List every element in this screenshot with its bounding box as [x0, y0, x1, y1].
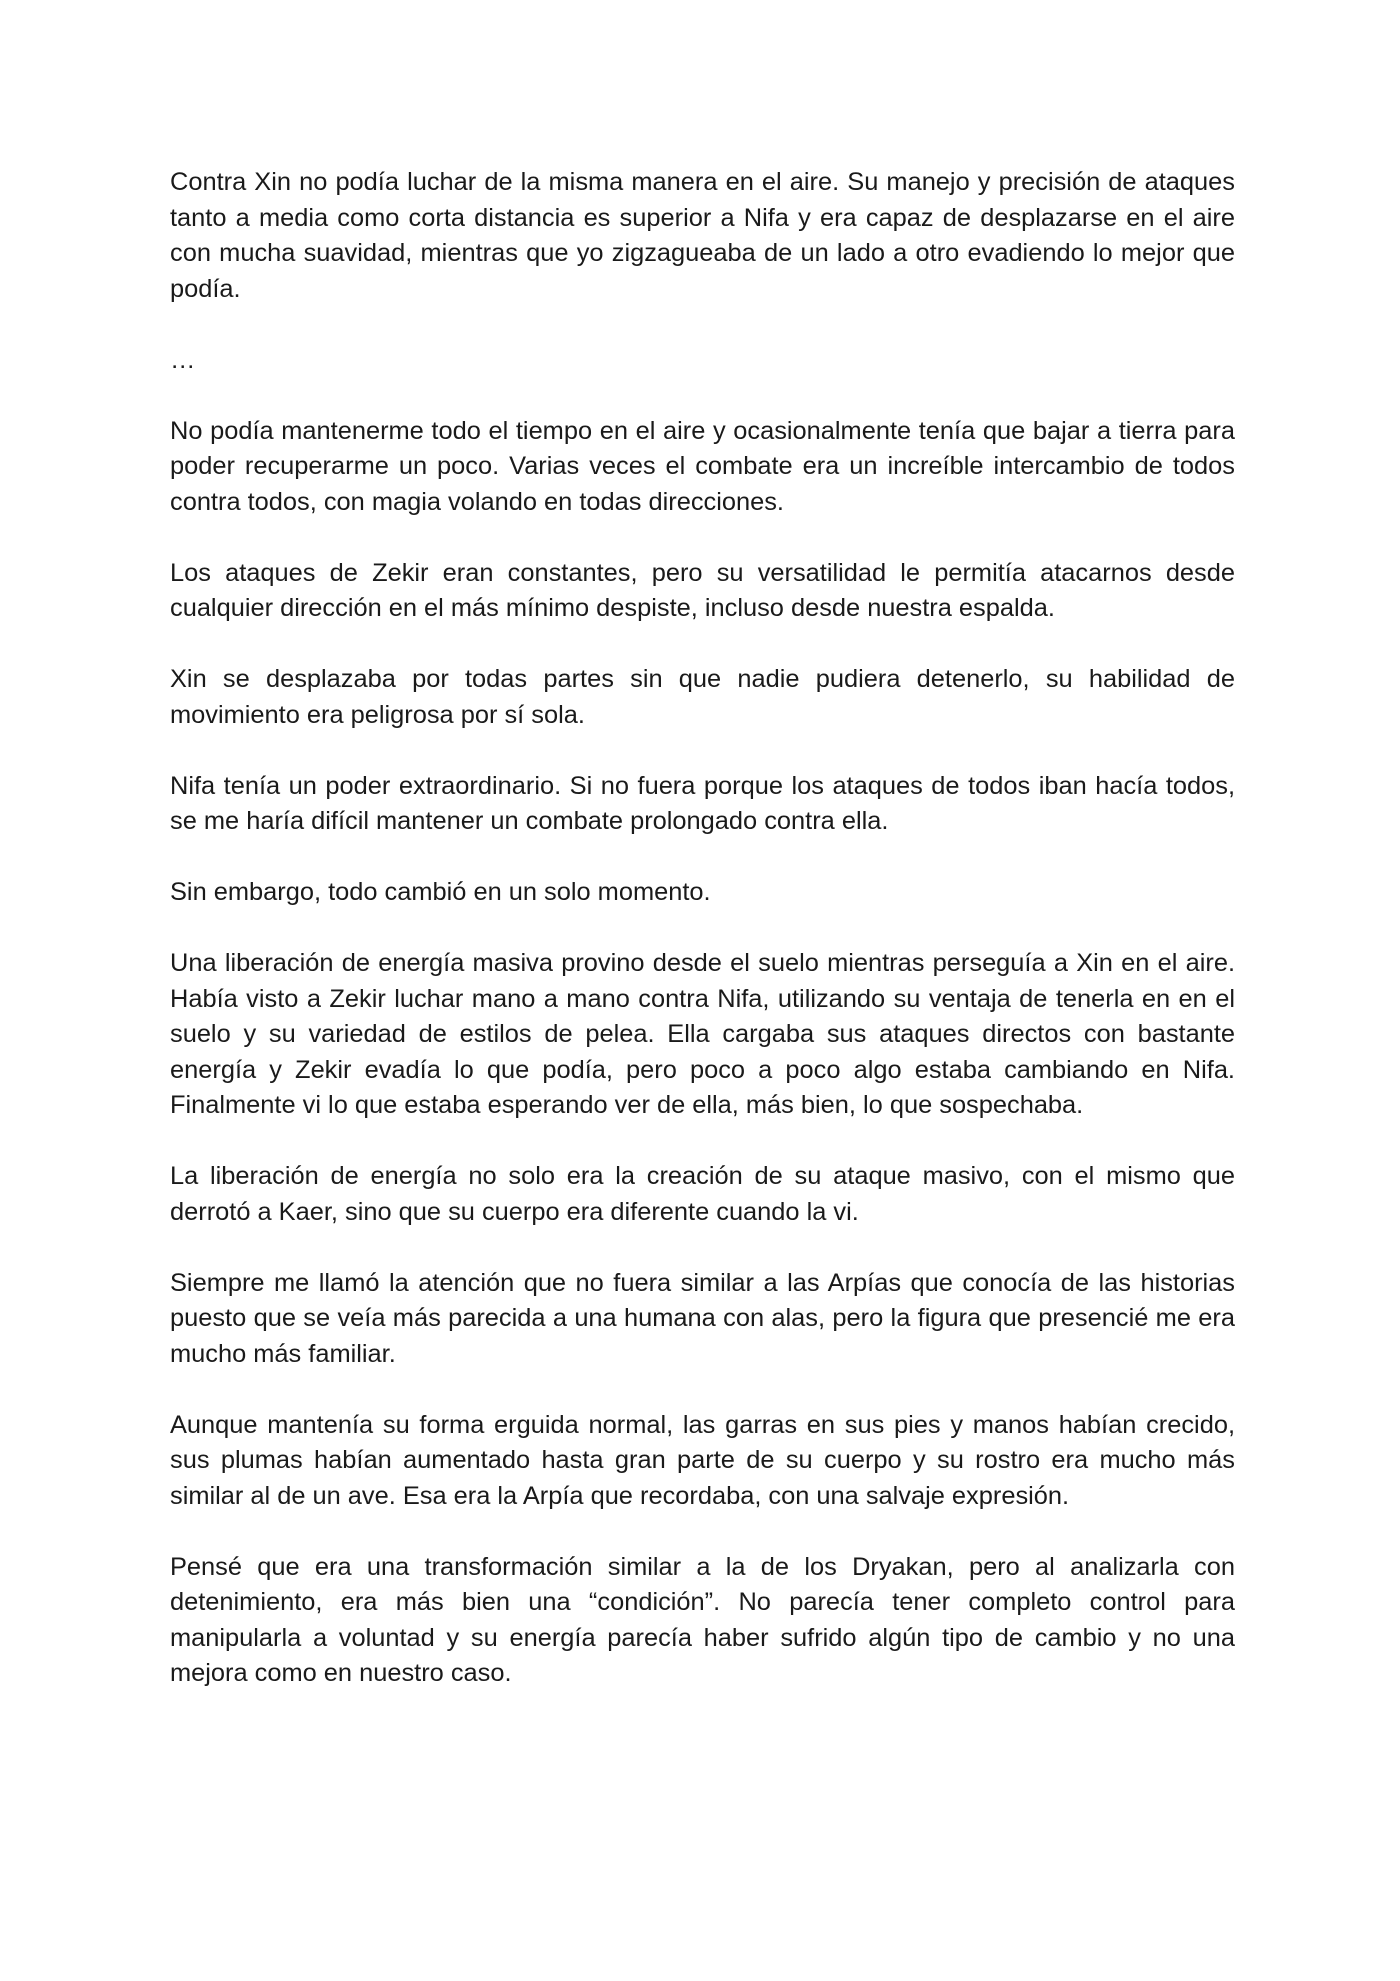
- paragraph-11: Aunque mantenía su forma erguida normal, las garras en sus pies y manos habían crecido, sus plumas habían aumentado hasta gran parte de su cuerpo y su rostro era mucho más similar al de un ave. Esa era la Arpía que recordaba, con una salvaje expresión.: [170, 1410, 1235, 1510]
- paragraph-12: Pensé que era una transformación similar a la de los Dryakan, pero al analizarla con detenimiento, era más bien una “condición”. No parecía tener completo control para manipularla a voluntad y su energía parecía haber sufrido algún tipo de cambio y no una mejora como en nuestro caso.: [170, 1552, 1235, 1687]
- paragraph-6: Nifa tenía un poder extraordinario. Si no fuera porque los ataques de todos iban hacía todos, se me haría difícil mantener un combate prolongado contra ella.: [170, 771, 1235, 835]
- paragraph-ellipsis: …: [170, 345, 196, 374]
- paragraph-10: Siempre me llamó la atención que no fuera similar a las Arpías que conocía de las historias puesto que se veía más parecida a una humana con alas, pero la figura que presencié me era mucho más familiar.: [170, 1268, 1235, 1368]
- paragraph-1: Contra Xin no podía luchar de la misma manera en el aire. Su manejo y precisión de ataques tanto a media como corta distancia es superior a Nifa y era capaz de desplazarse en el aire con mucha suavidad, mientras que yo zigzagueaba de un lado a otro evadiendo lo mejor que podía.: [170, 168, 1235, 303]
- paragraph-4: Los ataques de Zekir eran constantes, pero su versatilidad le permitía atacarnos desde cualquier dirección en el más mínimo despiste, incluso desde nuestra espalda.: [170, 558, 1235, 622]
- paragraph-7: Sin embargo, todo cambió en un solo momento.: [170, 878, 711, 906]
- paragraph-9: La liberación de energía no solo era la creación de su ataque masivo, con el mismo que derrotó a Kaer, sino que su cuerpo era diferente cuando la vi.: [170, 1162, 1235, 1226]
- paragraph-8: Una liberación de energía masiva provino desde el suelo mientras perseguía a Xin en el aire. Había visto a Zekir luchar mano a mano contra Nifa, utilizando su ventaja de tenerla en en el suelo y su variedad de estilos de pelea. Ella cargaba sus ataques directos con bastante energía y Zekir evadía lo que podía, pero poco a poco algo estaba cambiando en Nifa. Finalmente vi lo que estaba esperando ver de ella, más bien, lo que sospechaba.: [170, 949, 1235, 1119]
- document-page: [170, 165, 1235, 1727]
- paragraph-5: Xin se desplazaba por todas partes sin que nadie pudiera detenerlo, su habilidad de movimiento era peligrosa por sí sola.: [170, 665, 1235, 729]
- paragraph-3: No podía mantenerme todo el tiempo en el aire y ocasionalmente tenía que bajar a tierra para poder recuperarme un poco. Varias veces el combate era un increíble intercambio de todos contra todos, con magia volando en todas direcciones.: [170, 416, 1235, 516]
